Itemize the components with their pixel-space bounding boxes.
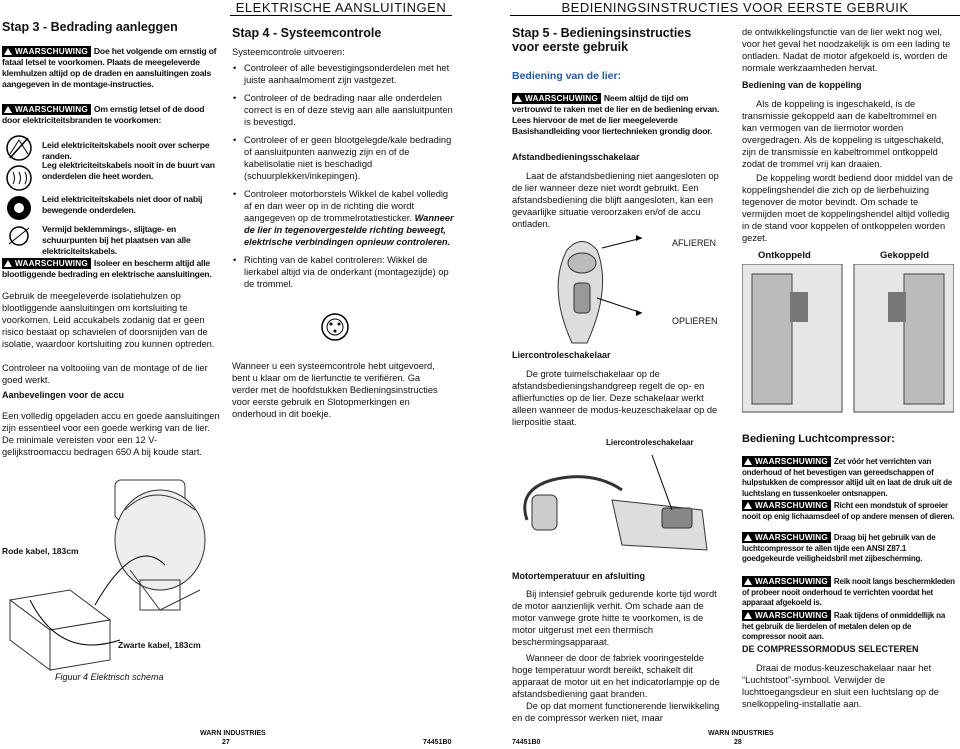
footer-page-number: 28	[734, 739, 742, 746]
paragraph: De koppeling wordt bediend door middel van de koppelingshendel die zich op de lierbehuizing tegenover de motor bevindt. Om schade te vermijden moet de koppelingshendel altijd volledig in de stand voor koppelen of ontkoppelen worden gezet.	[742, 173, 953, 243]
hazard-icons	[4, 134, 34, 246]
subsection-title: Afstandbedieningsschakelaar	[512, 152, 640, 162]
warning-triangle-icon	[744, 578, 752, 585]
battery-drawing	[10, 590, 110, 670]
warning-triangle-icon	[514, 95, 522, 102]
paragraph: Draai de modus-keuzeschakelaar naar het “Luchtstoot”-symbool. Verwijder de luchttoegangsdeur en sluit een luchtslang op de snelkoppeling-installatie aan.	[742, 663, 939, 709]
warning-remote	[512, 93, 724, 137]
paragraph: De op dat moment functionerende lierwikkeling en de compressor werken niet, maar	[512, 701, 720, 723]
warning-text: Neem altijd de tijd om vertrouwd te raken met de lier en de bediening ervan. Lees hiervoor de met de lier meegeleverde Basishandleiding voor liertechnieken grondig door.	[512, 93, 720, 136]
step3-title: Stap 3 - Bedrading aanleggen	[2, 20, 178, 34]
list-item: Leid elektriciteitskabels niet door of nabij bewegende onderdelen.	[42, 194, 203, 215]
warning-badge: WAARSCHUWING	[512, 93, 601, 104]
warning-badge: WAARSCHUWING	[742, 532, 831, 543]
warning-triangle-icon	[4, 48, 12, 55]
list-item: • Controleer of de bedrading naar alle onderdelen correct is en of deze stevig aan alle aansluitpunten is bevestigd.	[244, 92, 454, 128]
switch-image	[512, 450, 724, 560]
list-item: • Richting van de kabel controleren: Wikkel de lierkabel altijd via de onderkant (montagezijde) op de trommel.	[244, 254, 454, 290]
compressor-warning: WAARSCHUWING Draag bij het gebruik van de luchtcompressor te allen tijde een ANSI Z87.1 goedgekeurde veiligheidsbril met zijbescherming.	[742, 533, 936, 563]
list-item: Vermijd beklemmings-, slijtage- en schuurpunten bij het plaatsen van alle elektriciteitskabels.	[42, 224, 191, 256]
gekoppeld-label: Gekoppeld	[880, 250, 930, 261]
figure-caption: Figuur 4 Elektrisch schema	[55, 672, 164, 682]
paragraph: Als de koppeling is ingeschakeld, is de transmissie gekoppeld aan de kabeltrommel en kan vermogen van de liermotor worden overgedragen. Als de koppeling is uitgeschakeld, zijn de transmissie en kabeltrommel ontkoppeld zodat de trommel vrij kan draaien.	[742, 99, 944, 169]
pinch-point-icon	[9, 227, 29, 245]
warning-3-text: Isoleer en bescherm altijd alle blootliggende bedrading en elektrische aansluitingen.	[2, 258, 212, 279]
warning-badge: WAARSCHUWING	[2, 104, 91, 115]
check-list	[232, 62, 454, 296]
subsection-title: Motortemperatuur en afsluiting	[512, 571, 646, 581]
warning-badge: WAARSCHUWING	[2, 46, 91, 57]
section-header: ELEKTRISCHE AANSLUITINGEN	[230, 0, 452, 16]
warning-triangle-icon	[744, 502, 752, 509]
warning-2-text: Om ernstig letsel of de dood door elektriciteitsbranden te voorkomen:	[2, 104, 205, 125]
warning-triangle-icon	[744, 534, 752, 541]
oplieren-label: OPLIEREN	[672, 316, 718, 326]
closing-paragraph: Wanneer u een systeemcontrole hebt uitgevoerd, bent u klaar om de lierfunctie te verifiëren. Ga verder met de hoofdstukken Bedieningsinstructies voor eerste gebruik en Slotopmerkingen en onderhoud in dit boekje.	[232, 361, 438, 419]
subsection-title: Bediening van de koppeling	[742, 80, 862, 90]
subsection-title: Aanbevelingen voor de accu	[2, 390, 125, 400]
compressor-warning: WAARSCHUWING Zet vóór het verrichten van onderhoud of het bevestigen van gereedschappen of hulpstukken de compressor altijd uit en laat de druk uit de luchtslang en tussenkoeler ontsnappen.	[742, 457, 953, 498]
warning-triangle-icon	[4, 106, 12, 113]
red-cable-label: Rode kabel, 183cm	[2, 546, 79, 556]
switch-label: Liercontroleschakelaar	[606, 438, 694, 447]
aflieren-label: AFLIEREN	[672, 238, 717, 248]
warning-badge: WAARSCHUWING	[2, 258, 91, 269]
wiring-diagram	[0, 470, 227, 695]
warning-1-text: Doe het volgende om ernstig of fataal letsel te voorkomen. Plaats de meegeleverde klemhulzen altijd op de draden en aansluitingen zoals aangegeven in de montage-instructies.	[2, 46, 217, 89]
subhead: Bediening van de lier:	[512, 70, 622, 82]
step4-title: Stap 4 - Systeemcontrole	[232, 26, 382, 40]
hot-part-icon	[7, 166, 31, 190]
paragraph: de ontwikkelingsfunctie van de lier wekt nog wel, voor het geval het noodzakelijk is om een lading te ontladen. Nadat de motor afgekoeld is, worden de normale werkzaamheden hervat.	[742, 27, 951, 73]
paragraph: Laat de afstandsbediening niet aangesloten op de lier wanneer deze niet wordt gebruikt. Een afstandsbediening die blijft aangesloten, kan een gevaarlijke situatie veroorzaken en/of de accu ontladen.	[512, 171, 719, 229]
warning-3	[2, 258, 222, 280]
center-page	[230, 0, 452, 749]
warning-badge: WAARSCHUWING	[742, 456, 831, 467]
warning-badge: WAARSCHUWING	[742, 500, 831, 511]
sharp-edge-icon	[7, 136, 31, 160]
list-item: • Controleer motorborstels Wikkel de kabel volledig af en dan weer op in de richting die wordt aangegeven op de trommelrotatiesticker. Wanneer de lier in tegenovergestelde richting beweegt, elektrische verbindingen opnieuw controleren.	[244, 188, 454, 248]
paragraph: Een volledig opgeladen accu en goede aansluitingen zijn essentieel voor een goede werking van de lier. De minimale vereisten voor een 12 V-gelijkstroomaccu bedragen 650 A bij koude start.	[2, 411, 220, 457]
warning-triangle-icon	[744, 612, 752, 619]
subsection-title: DE COMPRESSORMODUS SELECTEREN	[742, 644, 919, 654]
winch-drawing	[115, 480, 205, 610]
warning-1	[2, 46, 220, 90]
footer-code: 74451B0	[512, 739, 541, 746]
compressor-warning: WAARSCHUWING Raak tijdens of onmiddellijk na het gebruik de lierdelen of metalen delen op de compressor nooit aan.	[742, 611, 946, 641]
list-item: Leg elektriciteitskabels nooit in de buurt van onderdelen die heet worden.	[42, 160, 215, 181]
footer-page-number: 27	[222, 739, 230, 746]
list-item: • Controleer of alle bevestigingsonderdelen met het juiste aanhaalmoment zijn vastgezet.	[244, 62, 454, 86]
warning-triangle-icon	[744, 458, 752, 465]
section-header: BEDIENINGSINSTRUCTIES VOOR EERSTE GEBRUIK	[510, 0, 960, 16]
list-item: • Controleer of er geen blootgelegde/kale bedrading of aansluitpunten aanwezig zijn en of de kabelisolatie niet is beschadigd (schuurplekken/inkepingen).	[244, 134, 454, 182]
clutch-images	[742, 264, 954, 414]
bold-warning-text: Wanneer de lier in tegenovergestelde richting beweegt, elektrische verbindingen opnieuw controleren.	[244, 213, 454, 247]
list-item: Leid elektriciteitskabels nooit over scherpe randen.	[42, 140, 210, 161]
right-page	[510, 0, 960, 749]
moving-part-icon	[7, 196, 31, 220]
warning-triangle-icon	[4, 260, 12, 267]
paragraph: Controleer na voltooiing van de montage of de lier goed werkt.	[2, 363, 208, 385]
ontkoppeld-label: Ontkoppeld	[758, 250, 811, 261]
intro-text: Systeemcontrole uitvoeren:	[232, 47, 345, 57]
paragraph: De grote tuimelschakelaar op de afstandsbedieningshandgreep regelt de op- en aflierfuncties op de lier. Deze schakelaar werkt alleen wanneer de modus-keuzeschakelaar op de lierpositie staat.	[512, 369, 718, 427]
footer-code: 74451B0	[423, 739, 452, 746]
footer-brand: WARN INDUSTRIES	[708, 730, 774, 737]
compressor-warning: WAARSCHUWING Richt een mondstuk of sproeier nooit op enig lichaamsdeel of op andere mensen of dieren.	[742, 501, 955, 521]
left-page	[0, 0, 227, 749]
remote-connector-icon	[320, 312, 350, 342]
black-cable-label: Zwarte kabel, 183cm	[118, 640, 201, 650]
paragraph: Gebruik de meegeleverde isolatiehulzen op blootliggende aansluitingen om kortsluiting te voorkomen. Leid accukabels zodanig dat er geen risico bestaat op schavielen of doorsnijden van de isolatie, waardoor kortsluiting zou kunnen optreden.	[2, 291, 215, 349]
compressor-title: Bediening Luchtcompressor:	[742, 433, 895, 445]
warning-badge: WAARSCHUWING	[742, 610, 831, 621]
warning-badge: WAARSCHUWING	[742, 576, 831, 587]
step5-title: Stap 5 - Bedieningsinstructies voor eerste gebruik	[512, 26, 692, 54]
footer-brand: WARN INDUSTRIES	[200, 730, 266, 737]
subsection-title: Liercontroleschakelaar	[512, 350, 611, 360]
compressor-warning: WAARSCHUWING Reik nooit langs beschermkleden of probeer nooit onderhoud te verrichten voordat het apparaat afgekoeld is.	[742, 577, 955, 607]
warning-2	[2, 104, 220, 126]
paragraph: Wanneer de door de fabriek vooringestelde hoge temperatuur wordt bereikt, schakelt dit apparaat de motor uit en het indicatorlampje op de afstandsbediening gaat branden.	[512, 653, 720, 699]
paragraph: Bij intensief gebruik gedurende korte tijd wordt de motor aanzienlijk verhit. Om schade aan de motor vanwege grote hitte te voorkomen, is de motor uitgerust met een thermisch beschermingsapparaat.	[512, 589, 717, 647]
